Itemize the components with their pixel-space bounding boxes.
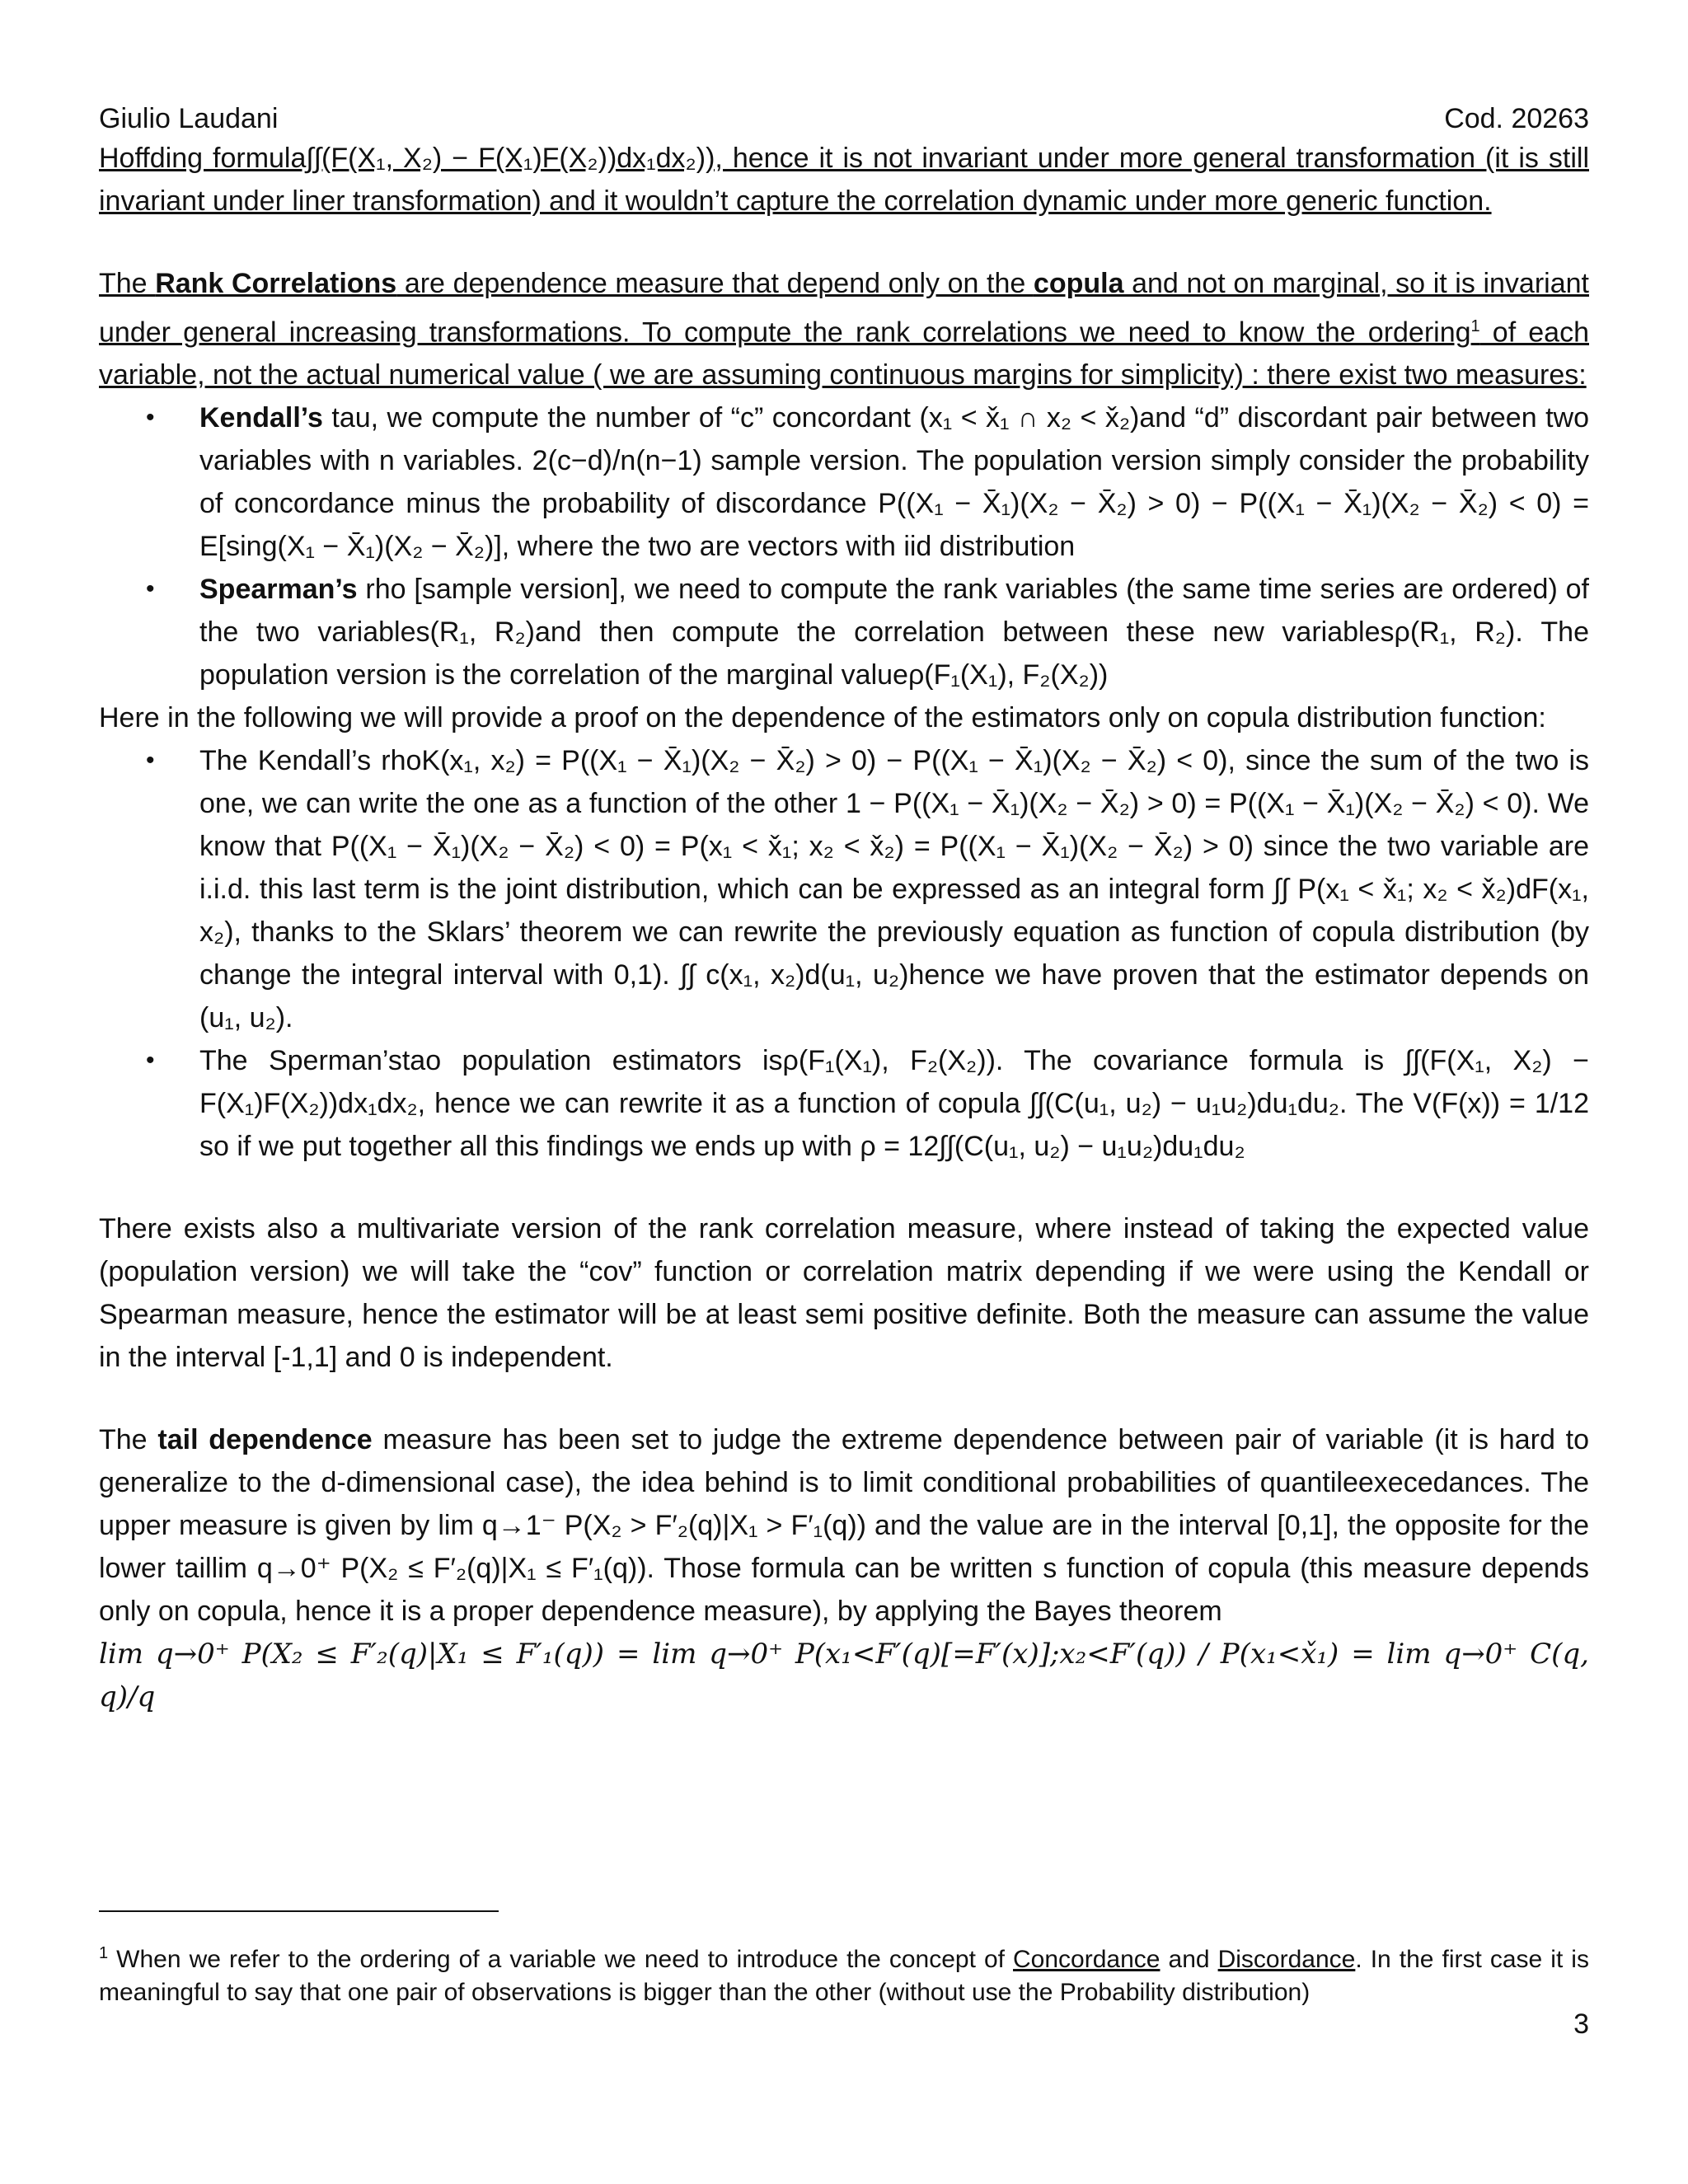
multivariate-paragraph: There exists also a multivariate version of the rank correlation measure, where instead of taking the expected value (population version) we will take the “cov” function or correlation matrix depending if we were using the Kendall or Spearman measure, hence the estimator will be at least semi positive definite. Both the measure can assume the value in the interval [-1,1] and 0 is independent. [99, 1213, 1589, 1374]
bullet-icon: • [146, 575, 155, 603]
tail-dependence-paragraph: The tail dependence measure has been set to judge the extreme dependence between pair of variable (it is hard to generalize to the d-dimensional case), the idea behind is to limit conditional probabilities of quantileexecedances. The upper measure is given by lim q→1⁻ P(X₂ > F′₂(q)|X₁ > F′₁(q)) and the value are in the interval [0,1], the opposite for the lower taillim q→0⁺ P(X₂ ≤ F′₂(q)|X₁ ≤ F′₁(q)). Those formula can be written s function of copula (this measure depends only on copula, hence it is a proper dependence measure), by applying the Bayes theorem [99, 1424, 1589, 1628]
tail-formula: lim q→0⁺ P(X₂ ≤ F′₂(q)|X₁ ≤ F′₁(q)) = lim q→0⁺ P(x₁<F′(q)[=F′(x)];x₂<F′(q)) / P(x₁<x̌₁) = lim q→0⁺ C(q, q)/q [99, 1638, 1589, 1714]
page-number: 3 [1573, 2008, 1589, 2040]
footnote-ref[interactable]: 1 [1470, 317, 1480, 335]
footnote: $^1$ When we refer to the ordering of a variable we need to introduce the concept of Concordance and Discordance. In the first case it is meaningful to say that one pair of observations is bigger than the other (without use the Probability distribution) [99, 1944, 1589, 2006]
list-item-spearman-proof: • The Sperman’stao population estimators isρ(F₁(X₁), F₂(X₂)). The covariance formula is ∫∫(F(X₁, X₂) − F(X₁)F(X₂))dx₁dx₂, hence we can rewrite it as a function of copula ∫∫(C(u₁, u₂) − u₁u₂)du₁du₂. The V(F(x)) = 1/12 so if we put together all this findings we ends up with ρ = 12∫∫(C(u₁, u₂) − u₁u₂)du₁du₂ [99, 1039, 1589, 1168]
bullet-icon: • [146, 747, 155, 775]
proofs-list [99, 739, 1589, 1168]
concordance-term: Concordance [1013, 1946, 1160, 1973]
hoffding-paragraph: Hoffding formula∫∫(F(X₁, X₂) − F(X₁)F(X₂))dx₁dx₂)), hence it is not invariant under more general transformation (it is still invariant under liner transformation) and it wouldn’t capture the correlation dynamic under more generic function. [99, 143, 1589, 217]
course-code: Cod. 20263 [1444, 103, 1589, 134]
author-name: Giulio Laudani [99, 103, 279, 134]
list-item-kendall: • Kendall’s tau, we compute the number of “c” concordant (x₁ < x̌₁ ∩ x₂ < x̌₂)and “d” discordant pair between two variables with n variables. 2(c−d)/n(n−1) sample version. The population version simply consider the probability of concordance minus the probability of discordance P((X₁ − X̄₁)(X₂ − X̄₂) > 0) − P((X₁ − X̄₁)(X₂ − X̄₂) < 0) = E[sing(X₁ − X̄₁)(X₂ − X̄₂)], where the two are vectors with iid distribution [99, 396, 1589, 568]
measures-list [99, 396, 1589, 696]
copula-term: copula [1033, 268, 1124, 299]
rank-correlations-paragraph: The Rank Correlations are dependence measure that depend only on the copula and not on marginal, so it is invariant under general increasing transformations. To compute the rank correlations we need to know the ordering$^1$ of each variable, not the actual numerical value ( we are assuming continuous margins for simplicity) : there exist two measures: [99, 268, 1589, 391]
proof-intro: Here in the following we will provide a proof on the dependence of the estimators only on copula distribution function: [99, 702, 1546, 734]
rank-correlations-term: Rank Correlations [155, 268, 397, 299]
list-item-spearman: • Spearman’s rho [sample version], we need to compute the rank variables (the same time series are ordered) of the two variables(R₁, R₂)and then compute the correlation between these new variablesρ(R₁, R₂). The population version is the correlation of the marginal valueρ(F₁(X₁), F₂(X₂)) [99, 568, 1589, 696]
list-item-kendall-proof: • The Kendall’s rhoK(x₁, x₂) = P((X₁ − X̄₁)(X₂ − X̄₂) > 0) − P((X₁ − X̄₁)(X₂ − X̄₂) < 0), since the sum of the two is one, we can write the one as a function of the other 1 − P((X₁ − X̄₁)(X₂ − X̄₂) > 0) = P((X₁ − X̄₁)(X₂ − X̄₂) < 0). We know that P((X₁ − X̄₁)(X₂ − X̄₂) < 0) = P(x₁ < x̌₁; x₂ < x̌₂) = P((X₁ − X̄₁)(X₂ − X̄₂) > 0) since the two variable are i.i.d. this last term is the joint distribution, which can be expressed as an integral form ∫∫ P(x₁ < x̌₁; x₂ < x̌₂)dF(x₁, x₂), thanks to the Sklars’ theorem we can rewrite the previously equation as function of copula distribution (by change the integral interval with 0,1). ∫∫ c(x₁, x₂)d(u₁, u₂)hence we have proven that the estimator depends on (u₁, u₂). [99, 739, 1589, 1039]
tail-dependence-term: tail dependence [157, 1424, 373, 1456]
page-body [99, 137, 1589, 1718]
bullet-icon: • [146, 1047, 155, 1075]
discordance-term: Discordance [1217, 1946, 1356, 1973]
footnote-marker: 1 [99, 1944, 109, 1962]
bullet-icon: • [146, 404, 155, 432]
footnote-divider [99, 1910, 499, 1912]
page-header [99, 97, 1589, 140]
